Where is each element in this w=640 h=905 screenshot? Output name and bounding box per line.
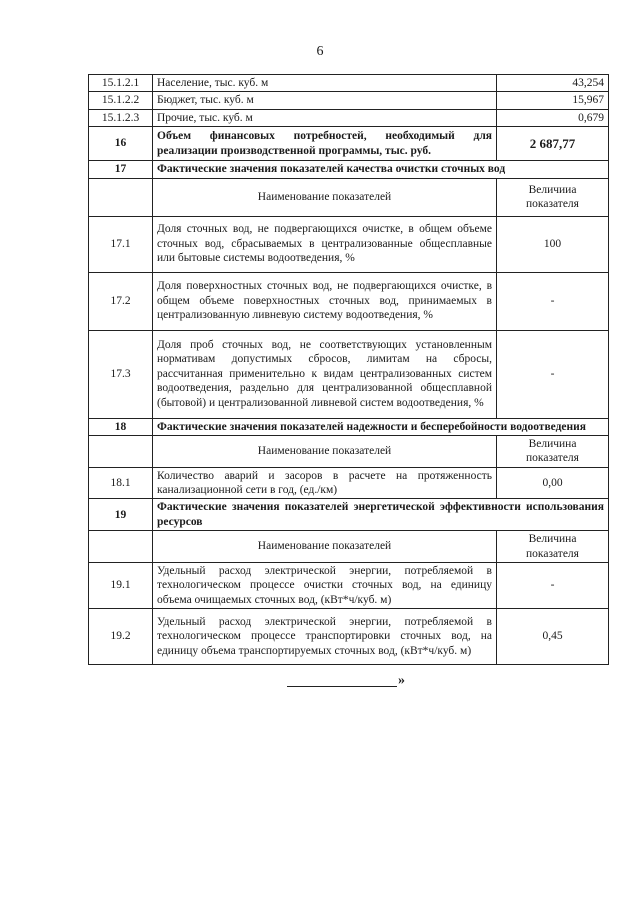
table-row xyxy=(89,330,609,418)
indicators-table xyxy=(88,74,609,665)
header-value: Величина показателя xyxy=(497,435,609,467)
header-row xyxy=(89,178,609,216)
table-row xyxy=(89,272,609,330)
row-name: Количество аварий и засоров в расчете на протяженность канализационной сети в год, (ед./км) xyxy=(153,467,497,499)
section-title: Фактические значения показателей энергетической эффективности использования ресурсов xyxy=(153,499,609,531)
header-name: Наименование показателей xyxy=(153,435,497,467)
empty-cell xyxy=(89,531,153,563)
table-row xyxy=(89,109,609,126)
row-value: - xyxy=(497,330,609,418)
header-name: Наименование показателей xyxy=(153,531,497,563)
row-name: Прочие, тыс. куб. м xyxy=(153,109,497,126)
section-number: 19 xyxy=(89,499,153,531)
section-title: Фактические значения показателей надежности и бесперебойности водоотведения xyxy=(153,418,609,435)
row-name: Доля проб сточных вод, не соответствующих установленным нормативам допустимых сбросов, лимитам на сбросы, рассчитанная применительно к видам централизованных систем водоотведения, раздельно для централизованной общесплавной (бытовой) и централизованной ливневой систем водоотведения, % xyxy=(153,330,497,418)
row-value: 0,45 xyxy=(497,609,609,665)
section-number: 17 xyxy=(89,161,153,178)
row-value: 100 xyxy=(497,216,609,272)
table-row xyxy=(89,609,609,665)
row-name: Доля поверхностных сточных вод, не подвергающихся очистке, в общем объеме поверхностных сточных вод, принимаемых в централизованную ливневую систему водоотведения, % xyxy=(153,272,497,330)
section-row-19 xyxy=(89,499,609,531)
closing-quote: » xyxy=(398,673,405,688)
table-row xyxy=(89,75,609,92)
section-row-18 xyxy=(89,418,609,435)
section-title: Фактические значения показателей качества очистки сточных вод xyxy=(153,161,609,178)
empty-cell xyxy=(89,178,153,216)
table-row xyxy=(89,216,609,272)
closing-line xyxy=(287,686,397,687)
header-value: Величииа показателя xyxy=(497,178,609,216)
table-row xyxy=(89,467,609,499)
row-name: Бюджет, тыс. куб. м xyxy=(153,92,497,109)
row-value: 0,679 xyxy=(497,109,609,126)
row-number: 15.1.2.3 xyxy=(89,109,153,126)
row-number: 17.2 xyxy=(89,272,153,330)
row-number: 16 xyxy=(89,127,153,161)
empty-cell xyxy=(89,435,153,467)
row-value: 15,967 xyxy=(497,92,609,109)
row-value: 43,254 xyxy=(497,75,609,92)
table-row xyxy=(89,562,609,608)
row-value: - xyxy=(497,272,609,330)
header-row xyxy=(89,435,609,467)
row-number: 17.3 xyxy=(89,330,153,418)
row-number: 18.1 xyxy=(89,467,153,499)
section-number: 18 xyxy=(89,418,153,435)
header-value: Величина показателя xyxy=(497,531,609,563)
row-value: 2 687,77 xyxy=(497,127,609,161)
row-name: Удельный расход электрической энергии, потребляемой в технологическом процессе транспортировки сточных вод, на единицу объема транспортируемых сточных вод, (кВт*ч/куб. м) xyxy=(153,609,497,665)
row-value: - xyxy=(497,562,609,608)
row-name: Население, тыс. куб. м xyxy=(153,75,497,92)
row-number: 15.1.2.2 xyxy=(89,92,153,109)
header-row xyxy=(89,531,609,563)
section-row-17 xyxy=(89,161,609,178)
row-number: 19.1 xyxy=(89,562,153,608)
table-row-16 xyxy=(89,127,609,161)
page-number: 6 xyxy=(316,44,324,59)
row-name: Удельный расход электрической энергии, потребляемой в технологическом процессе очистки сточных вод, на единицу объема очищаемых сточных вод, (кВт*ч/куб. м) xyxy=(153,562,497,608)
header-name: Наименование показателей xyxy=(153,178,497,216)
row-name: Доля сточных вод, не подвергающихся очистке, в общем объеме сточных вод, сбрасываемых в централизованные общесплавные или бытовые системы водоотведения, % xyxy=(153,216,497,272)
row-number: 17.1 xyxy=(89,216,153,272)
row-name: Объем финансовых потребностей, необходимый для реализации производственной программы, тыс. руб. xyxy=(153,127,497,161)
row-number: 19.2 xyxy=(89,609,153,665)
row-number: 15.1.2.1 xyxy=(89,75,153,92)
row-value: 0,00 xyxy=(497,467,609,499)
table-row xyxy=(89,92,609,109)
